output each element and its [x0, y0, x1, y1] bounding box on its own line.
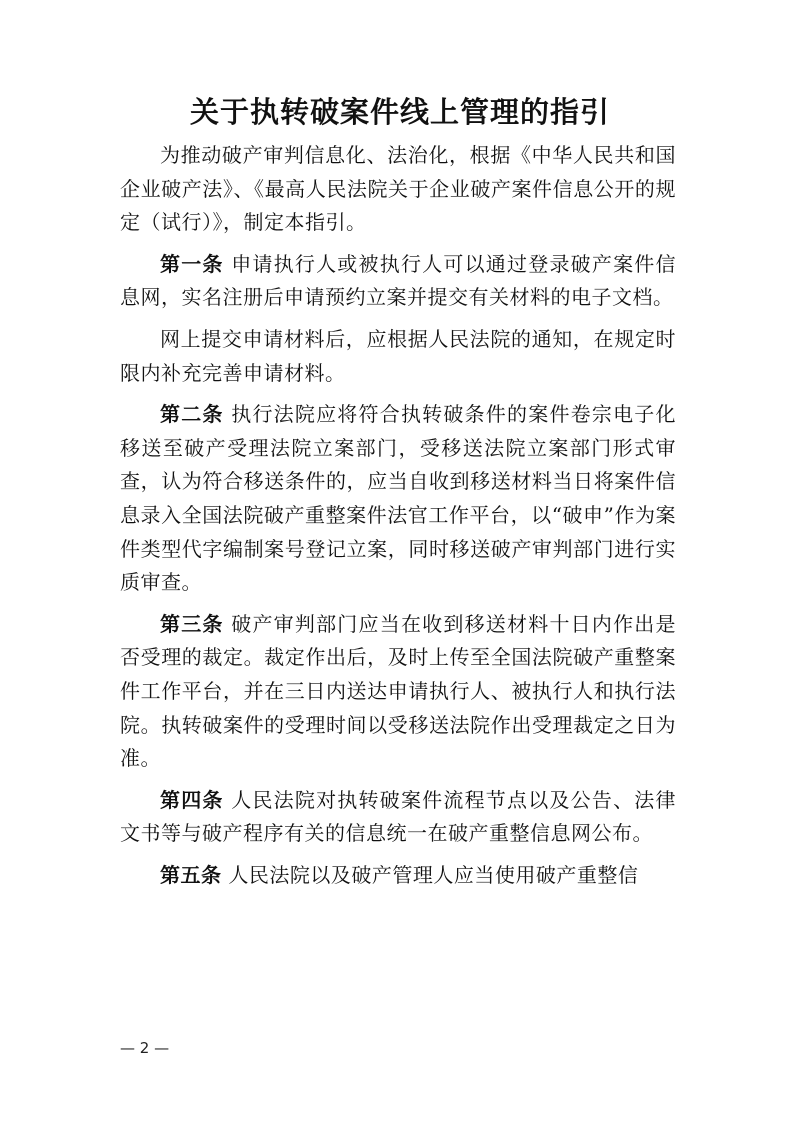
- article-paragraph: [120, 248, 676, 315]
- article-label: 第三条: [160, 611, 224, 636]
- document-title: 关于执转破案件线上管理的指引: [189, 95, 610, 129]
- article-label: 第二条: [160, 402, 224, 427]
- article-text: 申请执行人或被执行人可以通过登录破产案件信息网，实名注册后申请预约立案并提交有关材料的电子文档。: [120, 251, 677, 310]
- article-text: 网上提交申请材料后，应根据人民法院的通知，在规定时限内补充完善申请材料。: [120, 326, 676, 385]
- article-paragraph: [120, 859, 676, 893]
- article-text: 人民法院以及破产管理人应当使用破产重整信: [228, 862, 639, 887]
- article-label: 第四条: [160, 787, 224, 812]
- intro-paragraph: 为推动破产审判信息化、法治化，根据《中华人民共和国企业破产法》、《最高人民法院关于企业破产案件信息公开的规定（试行）》，制定本指引。: [120, 143, 676, 235]
- article-paragraph: [120, 784, 676, 851]
- article-paragraph: [120, 323, 676, 390]
- article-paragraph: [120, 608, 676, 776]
- article-text: 破产审判部门应当在收到移送材料十日内作出是否受理的裁定。裁定作出后，及时上传至全国法院破产重整案件工作平台，并在三日内送达申请执行人、被执行人和执行法院。执转破案件的受理时间以受移送法院作出受理裁定之日为准。: [120, 611, 677, 771]
- article-text: 执行法院应将符合执转破条件的案件卷宗电子化移送至破产受理法院立案部门，受移送法院立案部门形式审查，认为符合移送条件的，应当自收到移送材料当日将案件信息录入全国法院破产重整案件法官工作平台，以“破申”作为案件类型代字编制案号登记立案，同时移送破产审判部门进行实质审查。: [120, 402, 677, 595]
- article-paragraph: [120, 398, 676, 600]
- page-number: — 2 —: [120, 1039, 170, 1057]
- article-label: 第五条: [160, 862, 222, 887]
- article-text: 人民法院对执转破案件流程节点以及公告、法律文书等与破产程序有关的信息统一在破产重整信息网公布。: [120, 787, 677, 846]
- document-body: [120, 139, 676, 892]
- article-label: 第一条: [160, 251, 224, 276]
